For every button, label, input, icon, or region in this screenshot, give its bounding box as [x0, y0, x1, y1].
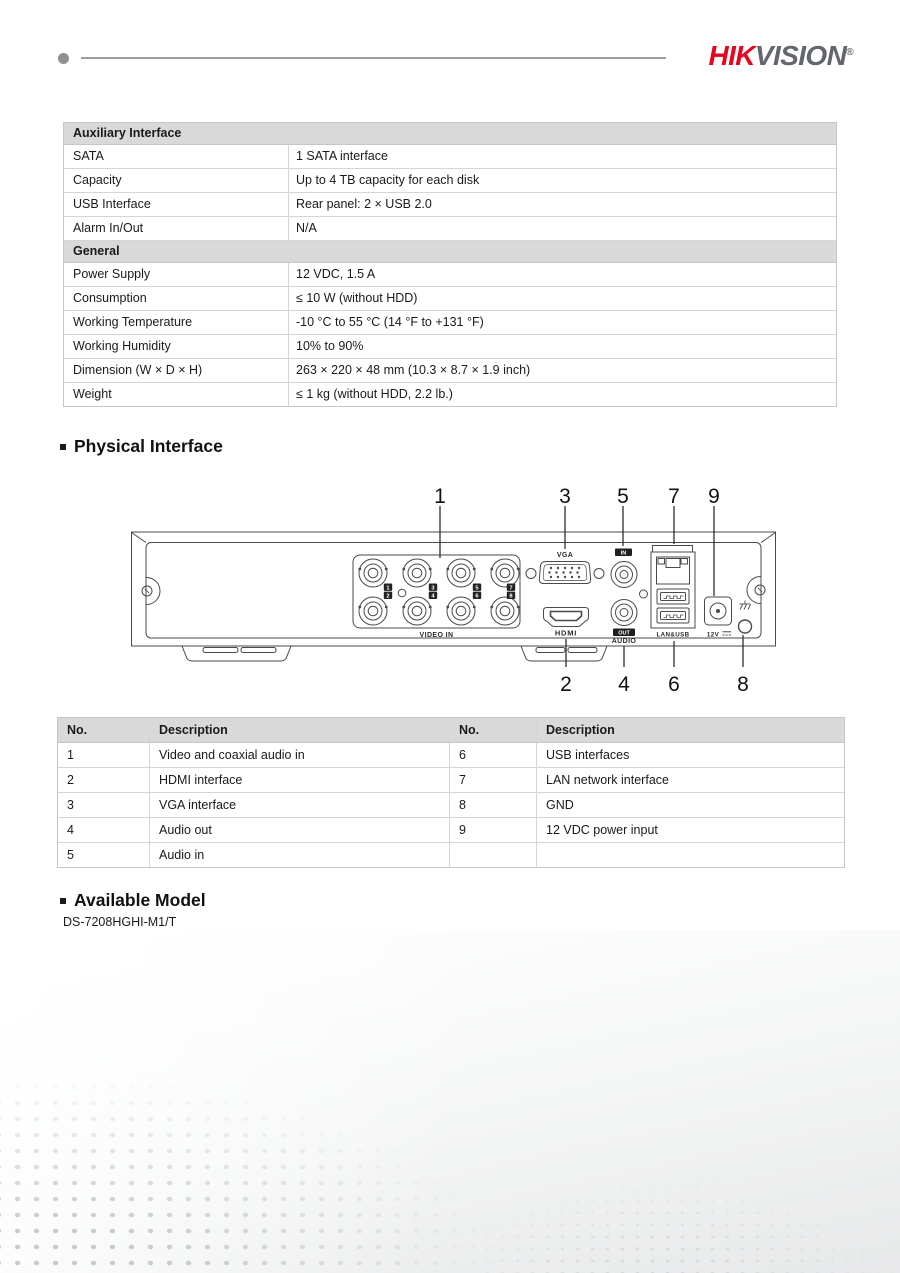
legend-table [57, 717, 845, 868]
square-bullet-icon [60, 444, 66, 450]
spec-row-label: Power Supply [73, 267, 151, 281]
header-dot [58, 53, 69, 64]
spec-section-header: General [64, 241, 836, 263]
spec-row-value: ≤ 10 W (without HDD) [288, 287, 836, 310]
spec-row-value: -10 °C to 55 °C (14 °F to +131 °F) [288, 311, 836, 334]
legend-description-cell: LAN network interface [536, 768, 844, 792]
spec-row-label: Consumption [73, 291, 147, 305]
spec-row [64, 359, 836, 383]
physical-interface-heading-text: Physical Interface [74, 436, 223, 456]
spec-row-label: Working Temperature [73, 315, 193, 329]
legend-row [58, 793, 844, 818]
spec-row [64, 311, 836, 335]
spec-row-value: 263 × 220 × 48 mm (10.3 × 8.7 × 1.9 inch) [288, 359, 836, 382]
halftone-dots-right [480, 1147, 900, 1273]
legend-no-cell: 1 [67, 747, 74, 762]
spec-row-value: Up to 4 TB capacity for each disk [288, 169, 836, 192]
svg-text:6: 6 [475, 593, 479, 600]
spec-row [64, 169, 836, 193]
svg-text:3: 3 [431, 585, 435, 592]
legend-description-cell: Video and coaxial audio in [149, 743, 449, 767]
chassis-feet [182, 646, 607, 661]
header-rule [81, 57, 666, 59]
legend-no-cell: 6 [449, 743, 536, 767]
callout-number: 7 [668, 485, 680, 508]
spec-row-label: SATA [73, 149, 104, 163]
square-bullet-icon [60, 898, 66, 904]
available-model-heading [60, 890, 206, 911]
legend-description-cell: VGA interface [149, 793, 449, 817]
rear-panel-diagram [120, 478, 790, 696]
legend-row [58, 843, 844, 867]
callout-number: 8 [737, 673, 749, 696]
legend-header-cell: Description [149, 718, 449, 742]
spec-row-value: 12 VDC, 1.5 A [288, 263, 836, 286]
spec-row [64, 217, 836, 241]
legend-no-cell: 9 [449, 818, 536, 842]
spec-row [64, 263, 836, 287]
spec-row [64, 287, 836, 311]
legend-description-cell: Audio out [149, 818, 449, 842]
spec-row-label: Dimension (W × D × H) [73, 363, 203, 377]
spec-row-value: ≤ 1 kg (without HDD, 2.2 lb.) [288, 383, 836, 406]
callout-number: 2 [560, 673, 572, 696]
legend-header-row [58, 718, 844, 743]
callout-number: 9 [708, 485, 720, 508]
callout-number: 5 [617, 485, 629, 508]
legend-description-cell: GND [536, 793, 844, 817]
svg-text:7: 7 [509, 585, 513, 592]
spec-row [64, 193, 836, 217]
hikvision-logo [708, 40, 853, 72]
chassis [132, 532, 776, 661]
svg-text:5: 5 [475, 585, 479, 592]
legend-header-cell: No. [67, 722, 88, 737]
audio-in-tag: IN [620, 550, 627, 557]
legend-row [58, 768, 844, 793]
spec-row-label: USB Interface [73, 197, 151, 211]
video-in-label: VIDEO IN [419, 632, 454, 639]
legend-header-cell: No. [449, 718, 536, 742]
callout-number: 6 [668, 673, 680, 696]
spec-row-value: N/A [288, 217, 836, 240]
vga-label: VGA [556, 552, 574, 559]
spec-row-label: Working Humidity [73, 339, 171, 353]
logo-vision: VISION [754, 40, 847, 71]
spec-row [64, 335, 836, 359]
legend-no-cell: 5 [67, 847, 74, 862]
legend-no-cell: 7 [449, 768, 536, 792]
legend-row [58, 743, 844, 768]
spec-row [64, 383, 836, 406]
spec-row-value: 1 SATA interface [288, 145, 836, 168]
spec-row-label: Weight [73, 387, 112, 401]
legend-no-cell: 3 [67, 797, 74, 812]
legend-no-cell: 2 [67, 772, 74, 787]
power-12v-label: 12V [706, 631, 720, 639]
legend-description-cell: USB interfaces [536, 743, 844, 767]
spec-row-label: Capacity [73, 173, 122, 187]
svg-text:4: 4 [431, 593, 435, 600]
spec-table [63, 122, 837, 407]
legend-description-cell: HDMI interface [149, 768, 449, 792]
legend-row [58, 818, 844, 843]
svg-text:1: 1 [386, 585, 390, 592]
callout-number: 1 [434, 485, 446, 508]
audio-out-tag: OUT [618, 630, 630, 637]
model-number: DS-7208HGHI-M1/T [63, 915, 177, 929]
legend-header-cell: Description [536, 718, 844, 742]
spec-row [64, 145, 836, 169]
physical-interface-heading [60, 436, 223, 457]
spec-row-value: Rear panel: 2 × USB 2.0 [288, 193, 836, 216]
callout-number: 3 [559, 485, 571, 508]
available-model-heading-text: Available Model [74, 890, 206, 910]
legend-description-cell [536, 843, 844, 867]
spec-row-label: Alarm In/Out [73, 221, 144, 235]
svg-text:2: 2 [386, 593, 390, 600]
legend-description-cell: Audio in [149, 843, 449, 867]
audio-label: AUDIO [611, 638, 637, 645]
legend-no-cell [449, 843, 536, 867]
callout-number: 4 [618, 673, 630, 696]
svg-text:8: 8 [509, 593, 513, 600]
spec-section-header: Auxiliary Interface [64, 123, 836, 145]
legend-no-cell: 4 [67, 822, 74, 837]
logo-hik: HIK [708, 40, 755, 71]
hdmi-label: HDMI [554, 628, 578, 638]
lan-usb-label: LAN&USB [656, 631, 690, 639]
legend-no-cell: 8 [449, 793, 536, 817]
legend-description-cell: 12 VDC power input [536, 818, 844, 842]
registered-mark: ® [846, 47, 853, 58]
spec-row-value: 10% to 90% [288, 335, 836, 358]
